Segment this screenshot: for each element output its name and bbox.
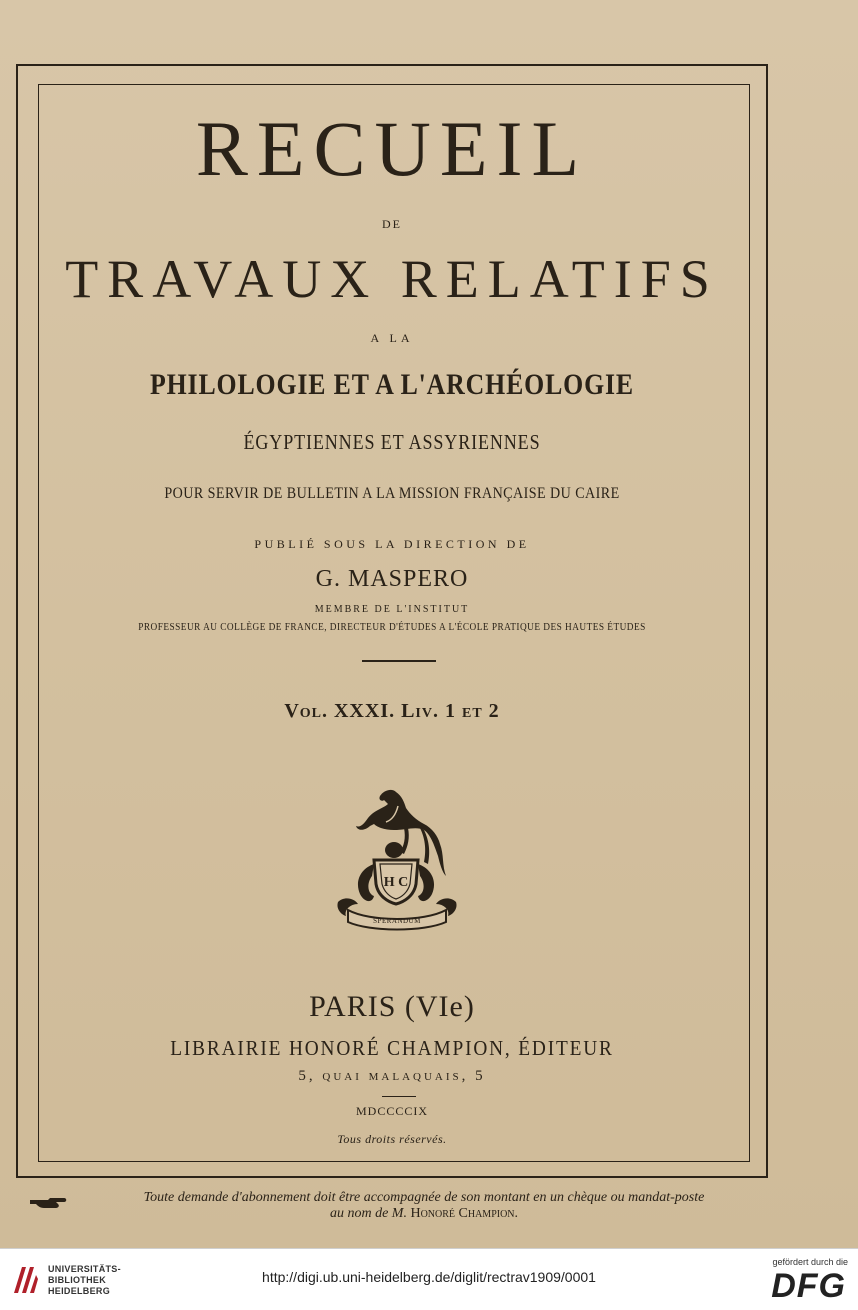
permalink-url[interactable]: http://digi.ub.uni-heidelberg.de/diglit/rectrav1909/0001: [262, 1269, 596, 1285]
rights-reserved: Tous droits réservés.: [337, 1132, 447, 1146]
small-rule: [382, 1096, 416, 1097]
device-motto: SPERANDUM: [373, 917, 421, 925]
library-name-line3: HEIDELBERG: [48, 1286, 111, 1296]
divider-rule: [362, 660, 436, 662]
editor-positions: PROFESSEUR AU COLLÈGE DE FRANCE, DIRECTEUR D'ÉTUDES A L'ÉCOLE PRATIQUE DES HAUTES ÉTUDES: [138, 622, 646, 633]
title-philologie: PHILOLOGIE ET A L'ARCHÉOLOGIE: [150, 368, 634, 401]
subscription-notice-line2: [78, 1206, 770, 1222]
title-egyptiennes: ÉGYPTIENNES ET ASSYRIENNES: [243, 430, 541, 454]
subtitle-bulletin: POUR SERVIR DE BULLETIN A LA MISSION FRANÇAISE DU CAIRE: [164, 485, 620, 502]
pointing-hand-icon: [30, 1196, 68, 1210]
printer-device-horse-icon: [334, 784, 460, 932]
device-monogram: H C: [383, 875, 409, 890]
viewer-footer: [0, 1248, 858, 1310]
editor-name: G. MASPERO: [315, 566, 469, 592]
subscription-notice-line1: Toute demande d'abonnement doit être accompagnée de son montant en un chèque ou mandat-poste: [143, 1190, 705, 1205]
imprint-place: PARIS (VIe): [309, 990, 475, 1023]
library-name-line1: UNIVERSITÄTS-: [48, 1264, 121, 1274]
title-travaux: TRAVAUX RELATIFS: [65, 249, 719, 309]
publisher-address: 5, quai malaquais, 5: [298, 1068, 486, 1084]
notice-name: Honoré Champion.: [410, 1206, 519, 1221]
title-de: DE: [382, 217, 402, 231]
notice-prefix: au nom de M.: [329, 1206, 407, 1221]
dfg-logo[interactable]: DFG: [771, 1267, 846, 1305]
publisher-name: LIBRAIRIE HONORÉ CHAMPION, ÉDITEUR: [170, 1036, 614, 1060]
funded-by-label: gefördert durch die: [772, 1257, 848, 1267]
editor-membership: MEMBRE DE L'INSTITUT: [314, 604, 470, 615]
title-recueil: RECUEIL: [195, 105, 589, 192]
publication-year: MDCCCCIX: [355, 1104, 428, 1118]
volume-number: Vol. XXXI. Liv. 1 et 2: [284, 700, 500, 722]
published-under: PUBLIÉ SOUS LA DIRECTION DE: [254, 537, 530, 551]
library-name-line2: BIBLIOTHEK: [48, 1275, 106, 1285]
title-a-la: A LA: [370, 331, 414, 345]
